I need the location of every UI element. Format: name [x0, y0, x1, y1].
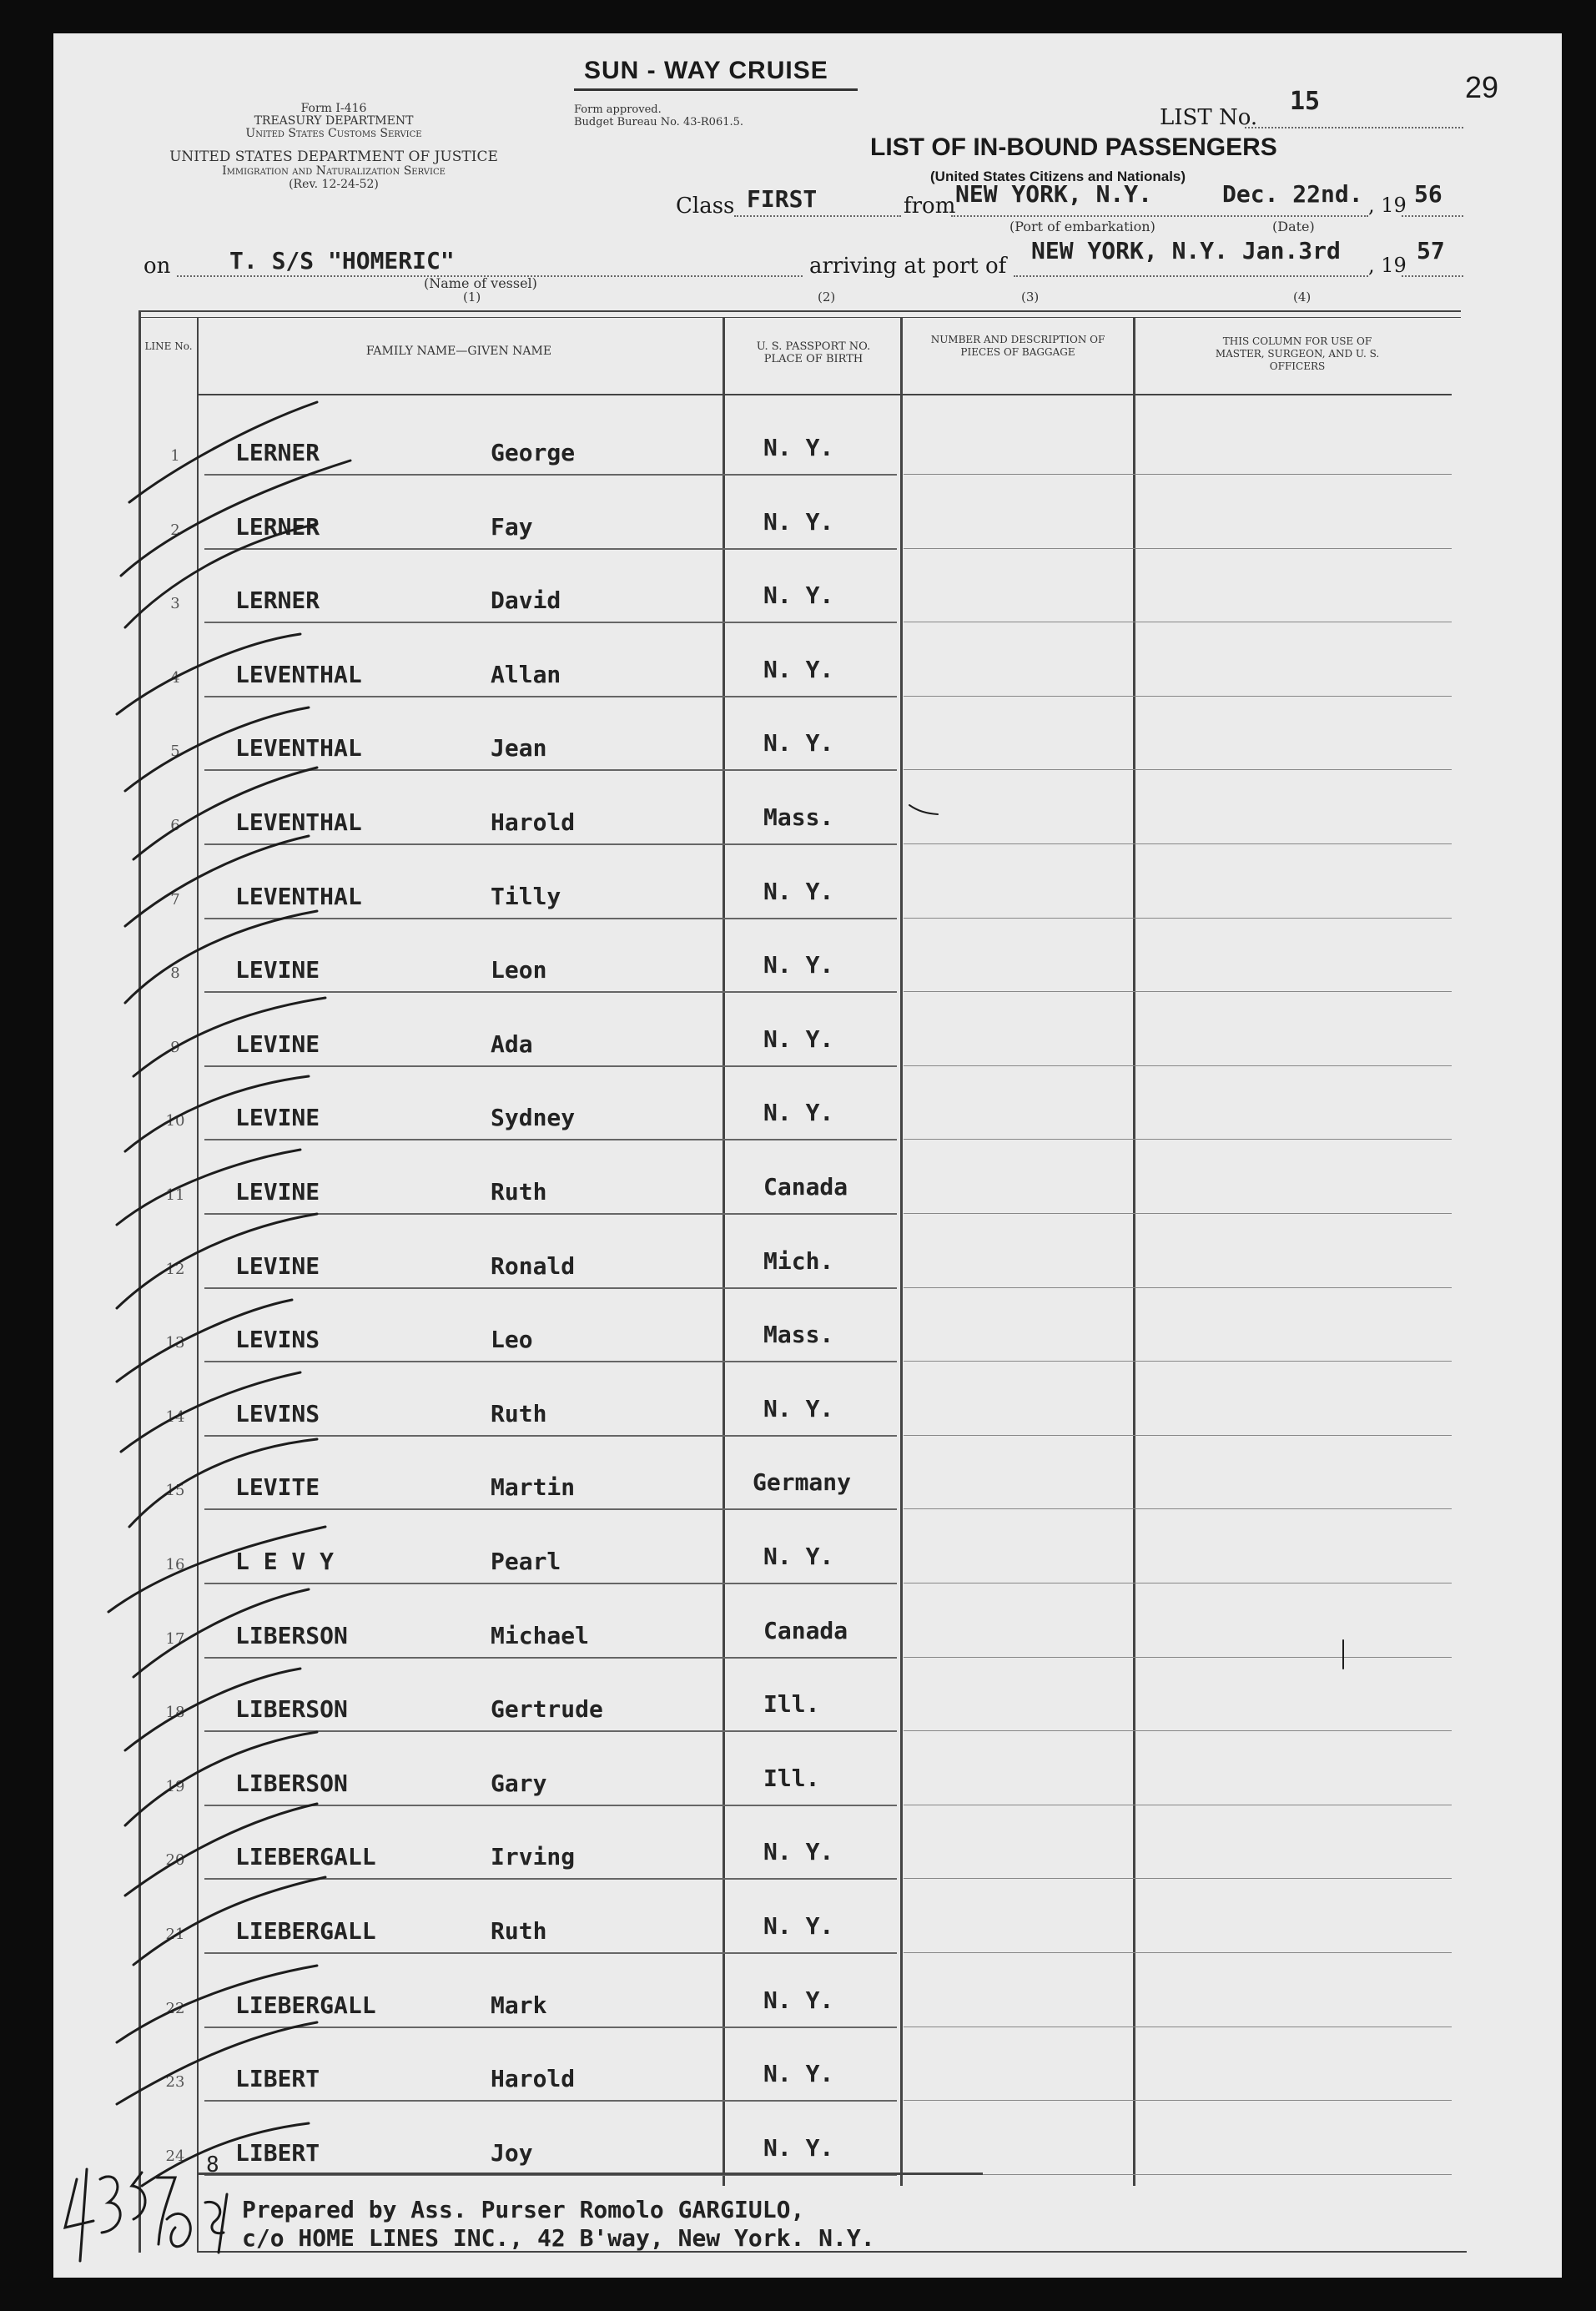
line-number: 17: [165, 1629, 185, 1648]
list-no-label: LIST No.: [1160, 105, 1258, 130]
column-header-passport: U. S. PASSPORT NO. PLACE OF BIRTH: [756, 340, 871, 365]
given-name: Harold: [491, 808, 576, 836]
date-year: 56: [1414, 180, 1442, 208]
given-name: Tilly: [491, 882, 561, 910]
family-name: LEVINE: [235, 1251, 320, 1280]
class-value: FIRST: [747, 185, 818, 213]
column-header-name: FAMILY NAME—GIVEN NAME: [365, 345, 552, 358]
family-name: LERNER: [235, 512, 320, 541]
line-number: 15: [165, 1482, 185, 1500]
family-name: LIEBERGALL: [235, 1991, 376, 2019]
family-name: LEVENTHAL: [235, 882, 362, 910]
line-number: 2: [170, 521, 180, 539]
vessel-value: T. S/S "HOMERIC": [229, 247, 455, 274]
line-number: 6: [170, 817, 180, 834]
column-header-line-no: LINE No.: [144, 340, 193, 352]
place-of-birth: N. Y.: [763, 1394, 834, 1422]
from-label: from: [904, 194, 956, 219]
place-of-birth: Canada: [763, 1173, 848, 1201]
page-number: 29: [1465, 70, 1499, 104]
given-name: Mark: [491, 1991, 547, 2019]
place-of-birth: N. Y.: [763, 1838, 834, 1866]
justice-dept: UNITED STATES DEPARTMENT OF JUSTICE: [169, 149, 498, 165]
place-of-birth: Mich.: [763, 1246, 834, 1275]
family-name: LEVINE: [235, 1104, 320, 1132]
place-of-birth: Mass.: [763, 803, 834, 831]
given-name: Jean: [491, 734, 547, 763]
given-name: Sydney: [491, 1104, 576, 1132]
given-name: Allan: [491, 660, 561, 688]
vessel-column-number: (1): [463, 290, 481, 305]
family-name: L E V Y: [235, 1548, 335, 1575]
arrival-year: 57: [1417, 237, 1445, 264]
given-name: David: [491, 587, 561, 615]
line-number: 1: [170, 447, 180, 465]
given-name: Irving: [491, 1843, 576, 1871]
footer-prepared-by: Prepared by Ass. Purser Romolo GARGIULO,: [242, 2196, 805, 2223]
list-title: LIST OF IN-BOUND PASSENGERS: [870, 133, 1277, 161]
given-name: Gary: [491, 1769, 547, 1797]
place-of-birth: Ill.: [763, 1764, 820, 1792]
place-of-birth: N. Y.: [763, 1099, 834, 1127]
column-number-3: (3): [1021, 290, 1040, 305]
line-number: 23: [165, 2073, 185, 2092]
family-name: LEVINE: [235, 1178, 320, 1206]
family-name: LIBERT: [235, 2138, 320, 2167]
line-number: 24: [165, 2147, 185, 2165]
line-number: 7: [170, 890, 180, 909]
family-name: LIBERT: [235, 2065, 320, 2093]
place-of-birth: N. Y.: [763, 1025, 834, 1053]
line-number: 4: [170, 668, 180, 687]
footer-address: c/o HOME LINES INC., 42 B'way, New York. N.Y.: [242, 2224, 875, 2252]
given-name: Ruth: [491, 1399, 547, 1427]
list-no-value: 15: [1290, 87, 1321, 116]
family-name: LIEBERGALL: [235, 1917, 376, 1945]
on-label: on: [143, 254, 171, 279]
port-embarkation-caption: (Port of embarkation): [1009, 219, 1155, 234]
place-of-birth: N. Y.: [763, 507, 834, 536]
given-name: George: [491, 439, 576, 466]
line-number: 22: [165, 1999, 185, 2017]
family-name: LERNER: [235, 439, 320, 466]
line-number: 21: [165, 1926, 185, 1943]
form-revision: (Rev. 12-24-52): [289, 178, 379, 191]
place-of-birth: Canada: [763, 1616, 848, 1644]
customs-service: United States Customs Service: [245, 127, 422, 140]
date-caption: (Date): [1272, 219, 1315, 234]
place-of-birth: Ill.: [763, 1690, 820, 1719]
place-of-birth: N. Y.: [763, 951, 834, 979]
given-name: Martin: [491, 1473, 576, 1502]
family-name: LIBERSON: [235, 1695, 348, 1724]
column-header-baggage: NUMBER AND DESCRIPTION OF PIECES OF BAGGAGE: [930, 334, 1105, 358]
line-number: 14: [165, 1407, 185, 1426]
class-label: Class: [676, 194, 735, 219]
column-header-officers: THIS COLUMN FOR USE OF MASTER, SURGEON, AND U. S. OFFICERS: [1215, 335, 1380, 372]
place-of-birth: N. Y.: [763, 2060, 834, 2088]
line-number: 16: [165, 1556, 185, 1573]
family-name: LERNER: [235, 587, 320, 615]
immigration-service: Immigration and Naturalization Service: [222, 164, 446, 178]
family-name: LEVITE: [235, 1473, 320, 1502]
family-name: LEVENTHAL: [235, 734, 362, 763]
given-name: Harold: [491, 2065, 576, 2093]
line-number: 11: [165, 1186, 185, 1204]
line-number: 8: [170, 964, 180, 983]
family-name: LEVINE: [235, 1030, 320, 1058]
form-number: Form I-416: [300, 102, 367, 115]
family-name: LEVENTHAL: [235, 808, 362, 836]
place-of-birth: N. Y.: [763, 434, 834, 461]
arrival-port: NEW YORK, N.Y. Jan.3rd: [1031, 237, 1341, 264]
line-number: 19: [165, 1777, 185, 1795]
date-value: Dec. 22nd.: [1222, 180, 1363, 208]
column-number-2: (2): [818, 290, 836, 305]
place-of-birth: N. Y.: [763, 655, 834, 683]
given-name: Gertrude: [491, 1695, 603, 1724]
family-name: LIBERSON: [235, 1621, 348, 1649]
given-name: Ronald: [491, 1251, 576, 1280]
line-number: 9: [170, 1038, 180, 1056]
given-name: Leon: [491, 956, 547, 984]
arriving-label: arriving at port of: [809, 254, 1007, 279]
place-of-birth: N. Y.: [763, 1543, 834, 1570]
family-name: LEVENTHAL: [235, 660, 362, 688]
from-value: NEW YORK, N.Y.: [955, 180, 1153, 208]
column-number-4: (4): [1293, 290, 1312, 305]
given-name: Michael: [491, 1621, 590, 1649]
list-subtitle: (United States Citizens and Nationals): [930, 169, 1186, 184]
place-of-birth: N. Y.: [763, 2133, 834, 2162]
given-name: Ruth: [491, 1917, 547, 1945]
family-name: LEVINS: [235, 1399, 320, 1427]
treasury-dept: TREASURY DEPARTMENT: [254, 114, 414, 128]
given-name: Ada: [491, 1030, 533, 1058]
given-name: Pearl: [491, 1548, 561, 1575]
place-of-birth: N. Y.: [763, 1986, 834, 2014]
family-name: LEVINS: [235, 1326, 320, 1354]
given-name: Ruth: [491, 1178, 547, 1206]
line-number: 3: [170, 595, 180, 613]
place-of-birth: Germany: [753, 1468, 852, 1497]
place-of-birth: N. Y.: [763, 729, 834, 758]
cruise-title: SUN - WAY CRUISE: [584, 57, 828, 84]
line-number: 5: [170, 743, 180, 761]
family-name: LIBERSON: [235, 1769, 348, 1797]
line-number: 12: [165, 1260, 185, 1278]
budget-bureau: Budget Bureau No. 43-R061.5.: [574, 116, 744, 128]
handwritten-tally: 8: [206, 2152, 219, 2178]
place-of-birth: N. Y.: [763, 582, 834, 610]
place-of-birth: N. Y.: [763, 877, 834, 905]
line-number: 10: [165, 1112, 185, 1130]
given-name: Fay: [491, 512, 533, 541]
place-of-birth: N. Y.: [763, 1912, 834, 1940]
place-of-birth: Mass.: [763, 1321, 834, 1349]
line-number: 18: [165, 1704, 185, 1722]
family-name: LIEBERGALL: [235, 1843, 376, 1871]
form-approved: Form approved.: [574, 103, 662, 116]
given-name: Joy: [491, 2138, 533, 2167]
vessel-caption: (Name of vessel): [424, 275, 537, 291]
date-year-prefix: , 19: [1368, 194, 1407, 217]
arrival-year-prefix: , 19: [1368, 254, 1407, 277]
line-number: 20: [165, 1851, 185, 1870]
given-name: Leo: [491, 1326, 533, 1354]
family-name: LEVINE: [235, 956, 320, 984]
line-number: 13: [165, 1334, 185, 1352]
